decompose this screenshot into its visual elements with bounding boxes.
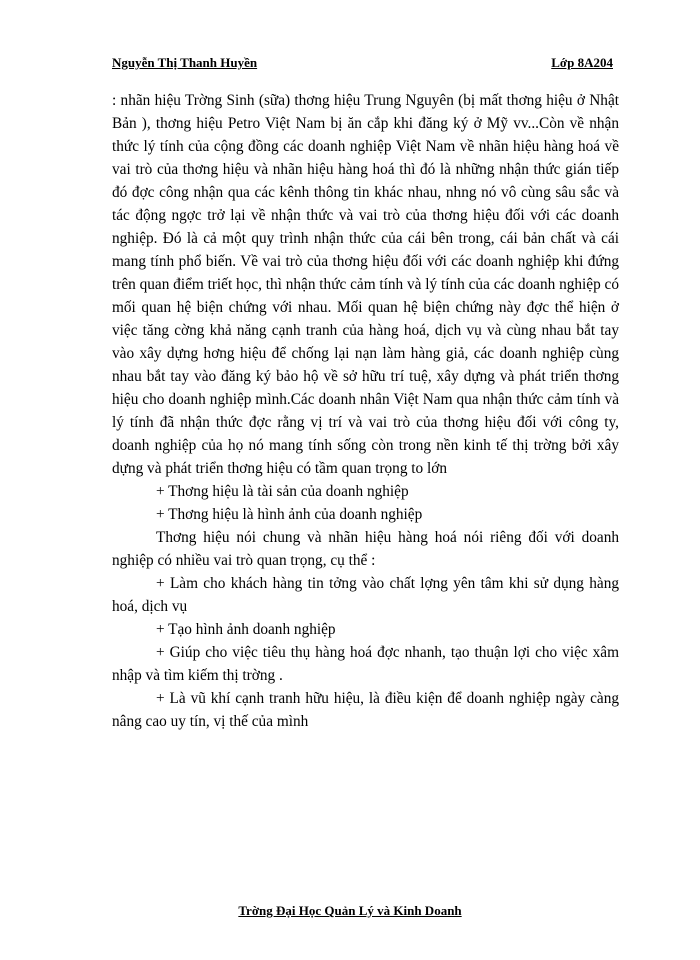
bullet-sales: + Giúp cho việc tiêu thụ hàng hoá đợc nhanh, tạo thuận lợi cho việc xâm nhập và tìm kiếm thị trờng . bbox=[112, 644, 619, 684]
bullet-competition: + Là vũ khí cạnh tranh hữu hiệu, là điều kiện để doanh nghiệp ngày càng nâng cao uy tín, vị thế của mình bbox=[112, 690, 619, 730]
bullet-asset: + Thơng hiệu là tài sản của doanh nghiệp bbox=[156, 483, 409, 500]
class-label: Lớp 8A204 bbox=[551, 55, 613, 70]
document-body bbox=[112, 89, 619, 733]
page-footer bbox=[0, 903, 700, 919]
paragraph-roles: Thơng hiệu nói chung và nhãn hiệu hàng hoá nói riêng đối với doanh nghiệp có nhiều vai trò quan trọng, cụ thể : bbox=[112, 529, 619, 569]
paragraph-intro: : nhãn hiệu Trờng Sinh (sữa) thơng hiệu Trung Nguyên (bị mất thơng hiệu ở Nhật Bản ), thơng hiệu Petro Việt Nam bị ăn cắp khi đăng ký ở Mỹ vv...Còn về nhận thức lý tính của cộng đồng các doanh nghiệp Việt Nam về nhãn hiệu hàng hoá về vai trò của thơng hiệu và nhãn hiệu hàng hoá thì đó là những nhận thức gián tiếp đó đợc công nhận qua các kênh thông tin khác nhau, nhng nó vô cùng sâu sắc và tác động ngợc trở lại về nhận thức và vai trò của thơng hiệu đối với các doanh nghiệp. Đó là cả một quy trình nhận thức của cái bên trong, cái bản chất và cái mang tính phổ biến. Về vai trò của thơng hiệu đối với các doanh nghiệp khi đứng trên quan điểm triết học, thì nhận thức cảm tính và lý tính của các doanh nghiệp có mối quan hệ biện chứng với nhau. Mối quan hệ biện chứng này đợc thể hiện ở việc tăng cờng khả năng cạnh tranh của hàng hoá, dịch vụ và cùng nhau bắt tay vào xây dựng hơng hiệu để chống lại nạn làm hàng giả, các doanh nghiệp cùng nhau bắt tay vào đăng ký bảo hộ về sở hữu trí tuệ, xây dựng và phát triển thơng hiệu cho doanh nghiệp mình.Các doanh nhân Việt Nam qua nhận thức cảm tính và lý tính đã nhận thức đợc rằng vị trí và vai trò của thơng hiệu đối với công ty, doanh nghiệp của họ nó mang tính sống còn trong nền kinh tế thị trờng bởi xây dựng và phát triển thơng hiệu có tầm quan trọng to lớn bbox=[112, 92, 619, 477]
bullet-company-image: + Tạo hình ảnh doanh nghiệp bbox=[156, 621, 336, 638]
bullet-image: + Thơng hiệu là hình ảnh của doanh nghiệp bbox=[156, 506, 423, 523]
school-name: Trờng Đại Học Quản Lý và Kinh Doanh bbox=[238, 903, 462, 918]
bullet-trust: + Làm cho khách hàng tin tởng vào chất lợng yên tâm khi sử dụng hàng hoá, dịch vụ bbox=[112, 575, 619, 615]
author-name: Nguyễn Thị Thanh Huyền bbox=[112, 55, 258, 70]
